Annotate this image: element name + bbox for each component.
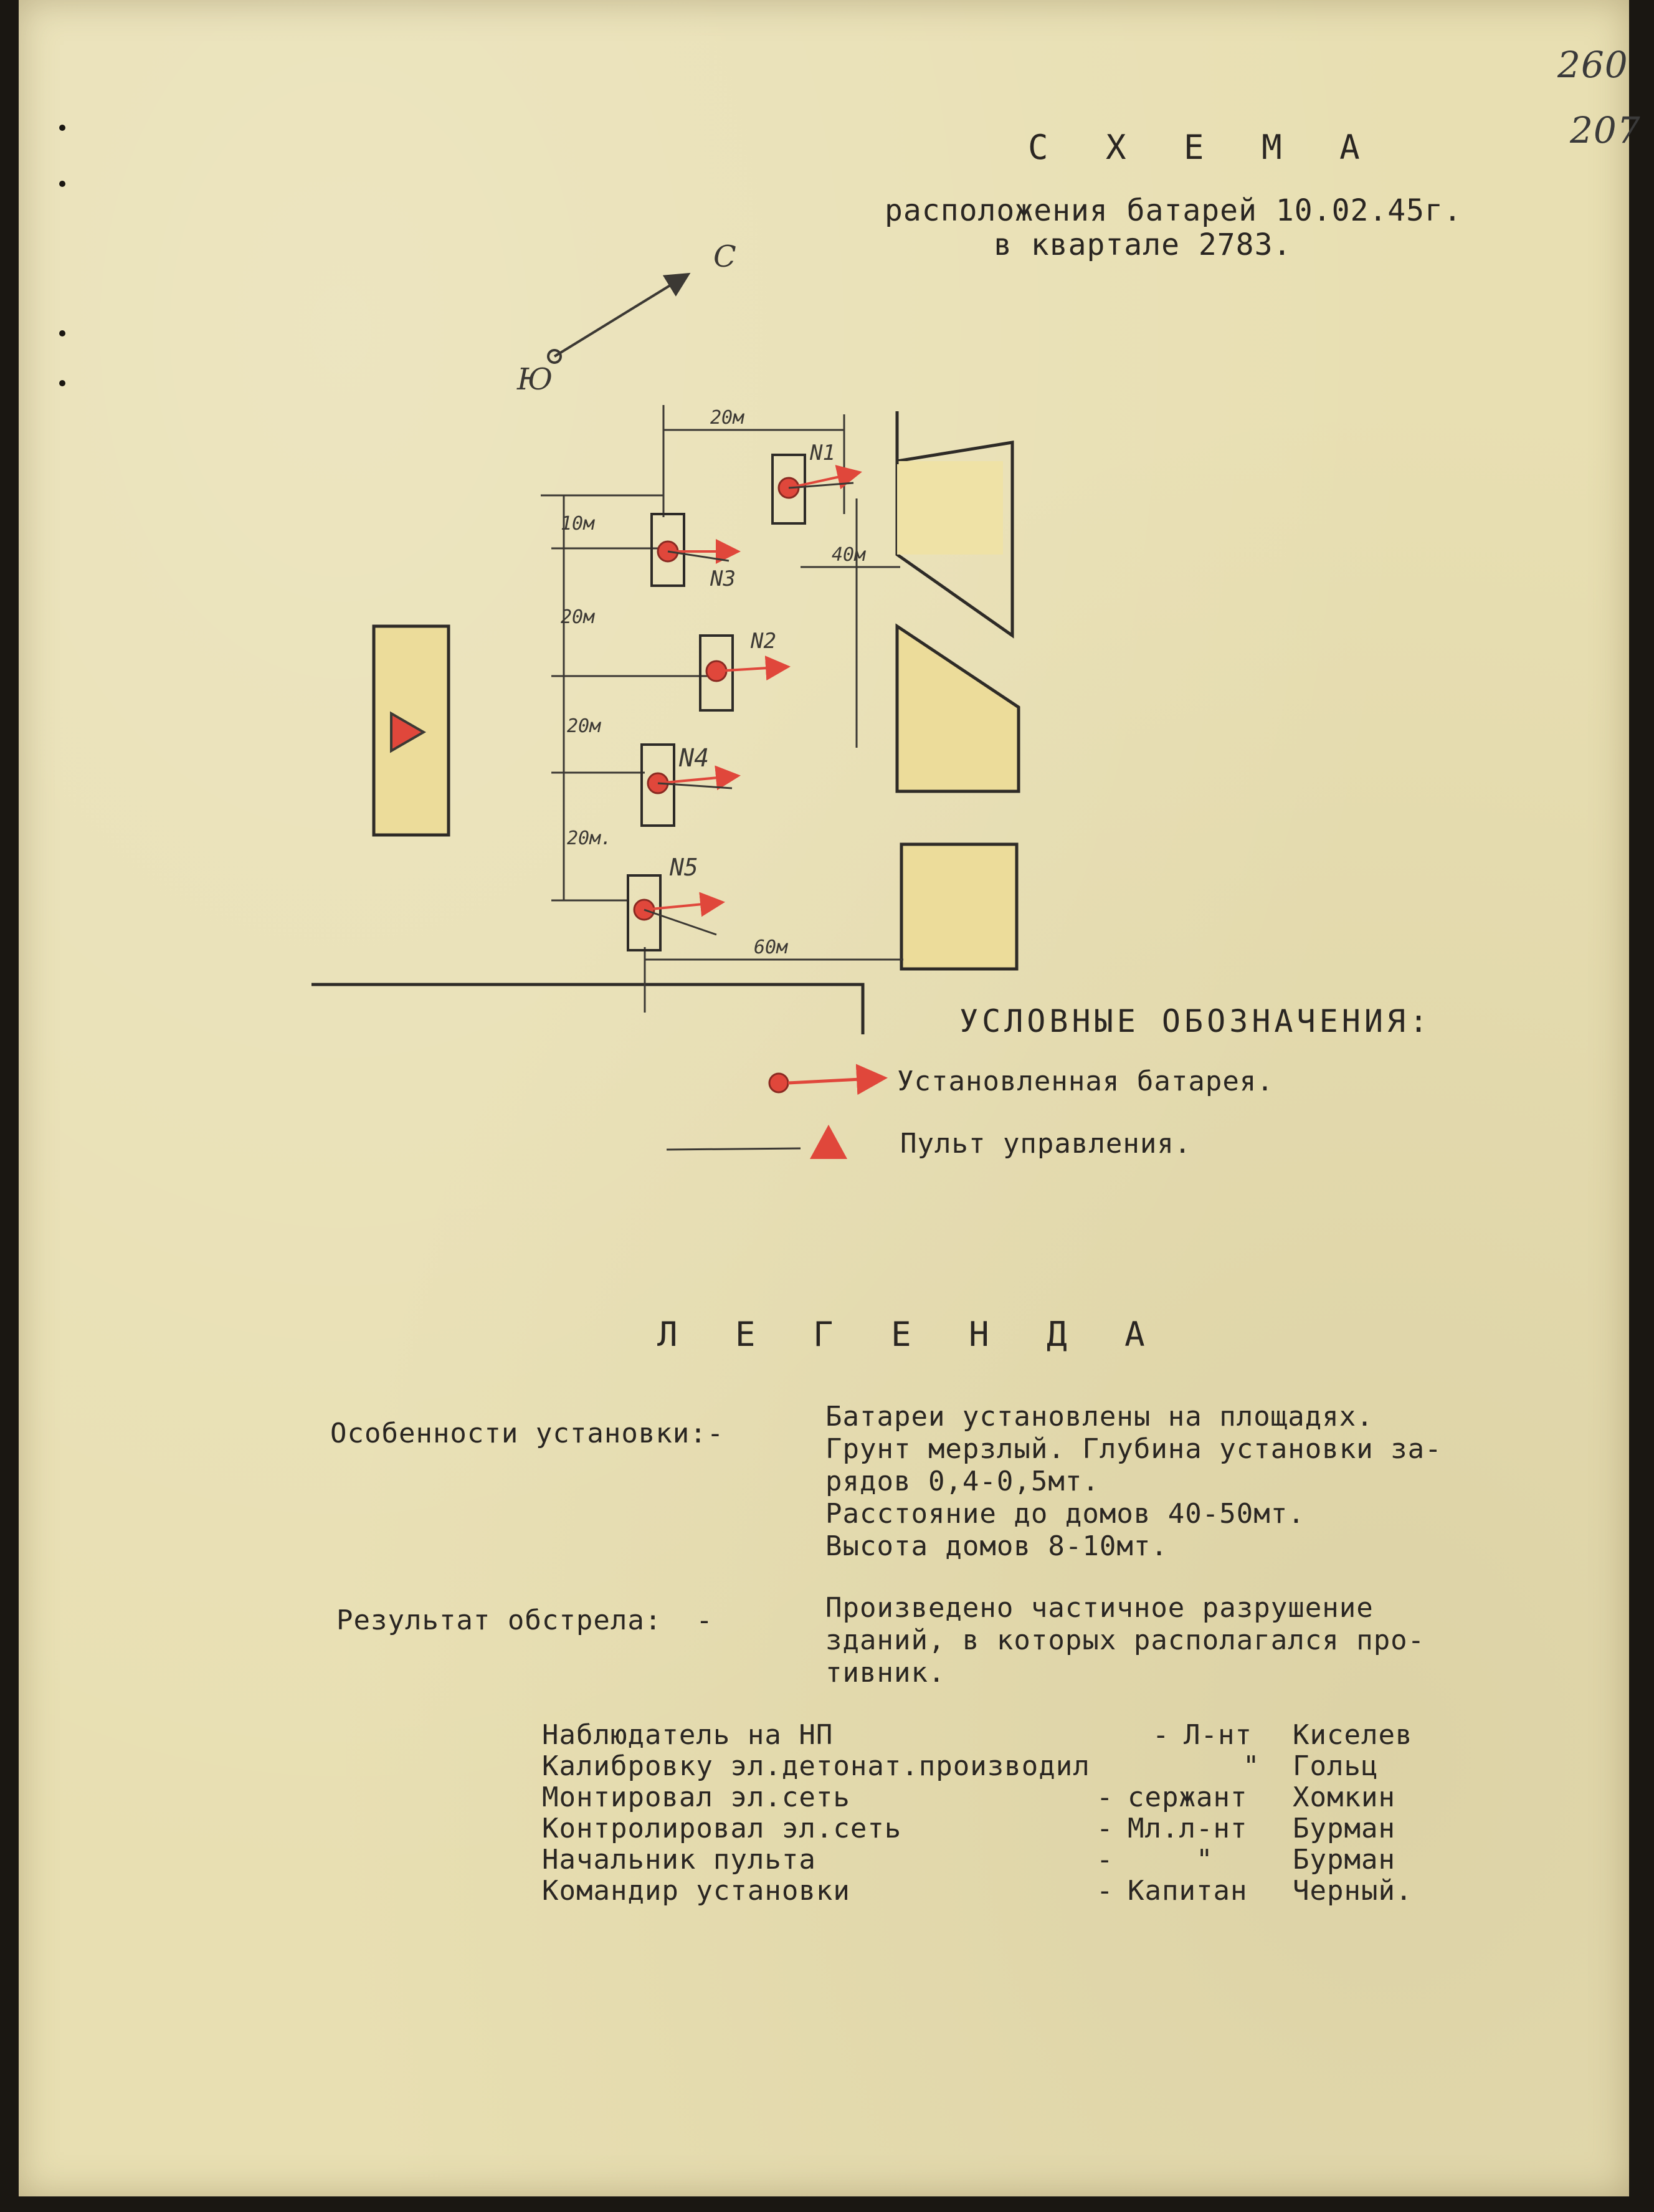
signature-rank: сержант bbox=[1128, 1781, 1248, 1813]
features-line: рядов 0,4-0,5мт. bbox=[825, 1466, 1100, 1497]
signature-role: Калибровку эл.детонат.производил bbox=[542, 1750, 1090, 1782]
dim-10m: 10м bbox=[561, 513, 595, 535]
signatures-block bbox=[542, 1720, 1476, 1907]
battery-n5-label: N5 bbox=[670, 854, 698, 881]
dim-20m-b: 20м bbox=[567, 715, 601, 737]
signature-sep: " bbox=[1243, 1750, 1260, 1782]
signature-rank: " bbox=[1196, 1844, 1214, 1876]
buildings bbox=[311, 442, 1019, 1034]
dim-20m-a: 20м bbox=[561, 606, 595, 628]
south-label: Ю bbox=[517, 362, 553, 397]
signature-sep: - bbox=[1096, 1844, 1114, 1876]
features-line: Высота домов 8-10мт. bbox=[825, 1530, 1168, 1562]
signature-role: Контролировал эл.сеть bbox=[542, 1813, 902, 1844]
signature-name: Черный. bbox=[1293, 1875, 1413, 1907]
building-middle-right bbox=[897, 626, 1019, 791]
key-control-label: Пульт управления. bbox=[900, 1128, 1192, 1160]
dim-right: 40м bbox=[832, 544, 866, 566]
features-label: Особенности установки:- bbox=[330, 1418, 725, 1449]
signature-row bbox=[542, 1751, 1476, 1782]
battery-n1 bbox=[772, 441, 860, 523]
key-battery-icon bbox=[769, 1074, 885, 1092]
page-title: С Х Е М А bbox=[1028, 128, 1379, 167]
north-label: С bbox=[713, 239, 736, 274]
signature-sep: - bbox=[1153, 1719, 1170, 1751]
street-corner bbox=[311, 984, 863, 1034]
signature-row bbox=[542, 1720, 1476, 1751]
battery-n3-label: N3 bbox=[710, 566, 736, 591]
result-line: Произведено частичное разрушение bbox=[825, 1592, 1374, 1624]
signature-role: Наблюдатель на НП bbox=[542, 1719, 834, 1751]
page-subtitle-line1: расположения батарей 10.02.45г. bbox=[885, 193, 1462, 228]
features-line: Батареи установлены на площадях. bbox=[825, 1401, 1374, 1433]
signature-row bbox=[542, 1876, 1476, 1907]
signature-sep: - bbox=[1096, 1875, 1114, 1907]
signature-role: Начальник пульта bbox=[542, 1844, 816, 1876]
result-line: зданий, в которых располагался про- bbox=[825, 1624, 1425, 1656]
battery-n1-label: N1 bbox=[810, 441, 835, 465]
signature-name: Бурман bbox=[1293, 1813, 1395, 1844]
result-text bbox=[825, 1592, 1425, 1689]
signature-sep: - bbox=[1096, 1813, 1114, 1844]
archive-page-number-alt: 207 bbox=[1570, 109, 1641, 151]
dim-bottom: 60м bbox=[754, 937, 788, 958]
battery-n2 bbox=[700, 629, 788, 710]
signature-role: Монтировал эл.сеть bbox=[542, 1781, 850, 1813]
signature-rank: Мл.л-нт bbox=[1128, 1813, 1248, 1844]
signature-name: Бурман bbox=[1293, 1844, 1395, 1876]
signature-rank: Л-нт bbox=[1184, 1719, 1252, 1751]
result-label: Результат обстрела: - bbox=[336, 1604, 713, 1636]
north-arrow bbox=[516, 239, 736, 397]
key-control-icon bbox=[667, 1125, 847, 1159]
dim-20m-c: 20м. bbox=[567, 827, 612, 849]
signature-name: Хомкин bbox=[1293, 1781, 1395, 1813]
signature-row bbox=[542, 1844, 1476, 1876]
dimension-labels bbox=[561, 407, 866, 958]
battery-n3 bbox=[652, 514, 738, 591]
legend-title: Л Е Г Е Н Д А bbox=[657, 1315, 1164, 1354]
signature-row bbox=[542, 1782, 1476, 1813]
battery-n5 bbox=[628, 854, 723, 950]
building-lower-right bbox=[901, 844, 1017, 969]
features-text bbox=[825, 1401, 1442, 1563]
battery-n4 bbox=[642, 744, 738, 826]
signature-row bbox=[542, 1813, 1476, 1844]
page-subtitle-line2: в квартале 2783. bbox=[994, 227, 1292, 262]
signature-role: Командир установки bbox=[542, 1875, 850, 1907]
signature-rank: Капитан bbox=[1128, 1875, 1248, 1907]
archive-page-number: 260 bbox=[1557, 44, 1628, 86]
features-line: Расстояние до домов 40-50мт. bbox=[825, 1498, 1305, 1530]
battery-n4-label: N4 bbox=[679, 744, 710, 773]
key-battery-label: Установленная батарея. bbox=[897, 1065, 1274, 1097]
signature-sep: - bbox=[1096, 1781, 1114, 1813]
key-title: УСЛОВНЫЕ ОБОЗНАЧЕНИЯ: bbox=[959, 1003, 1432, 1039]
battery-n2-label: N2 bbox=[751, 629, 776, 654]
result-line: тивник. bbox=[825, 1657, 946, 1689]
dimension-lines bbox=[541, 405, 903, 1013]
dim-top: 20м bbox=[710, 407, 744, 429]
signature-name: Гольц bbox=[1293, 1750, 1379, 1782]
features-line: Грунт мерзлый. Глубина установки за- bbox=[825, 1433, 1442, 1465]
signature-name: Киселев bbox=[1293, 1719, 1413, 1751]
